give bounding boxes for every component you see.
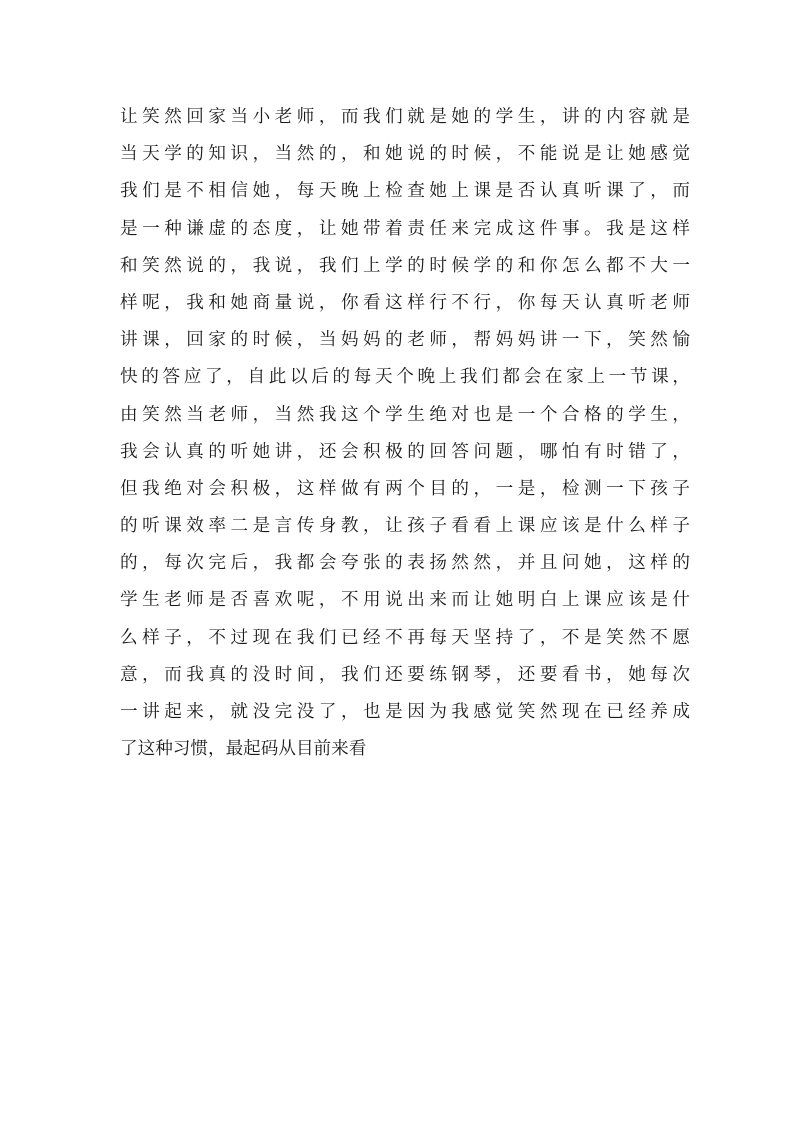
text-line: 么样子，不过现在我们已经不再每天坚持了，不是笑然不愿 [120, 627, 690, 648]
body-paragraph [120, 102, 690, 771]
text-line: 意，而我真的没时间，我们还要练钢琴，还要看书，她每次 [120, 664, 690, 685]
text-line: 由笑然当老师，当然我这个学生绝对也是一个合格的学生， [120, 404, 690, 425]
text-line: 当天学的知识，当然的，和她说的时候，不能说是让她感觉 [120, 144, 690, 165]
text-line: 我会认真的听她讲，还会积极的回答问题，哪怕有时错了， [120, 441, 690, 462]
text-line: 了这种习惯，最起码从目前来看 [120, 739, 367, 760]
text-line: 样呢，我和她商量说，你看这样行不行，你每天认真听老师 [120, 292, 690, 313]
text-line: 让笑然回家当小老师，而我们就是她的学生，讲的内容就是 [120, 107, 690, 127]
text-line: 的，每次完后，我都会夸张的表扬然然，并且问她，这样的 [120, 553, 690, 574]
text-line: 快的答应了，自此以后的每天个晚上我们都会在家上一节课， [120, 367, 690, 388]
text-line: 一讲起来，就没完没了，也是因为我感觉笑然现在已经养成 [120, 702, 690, 722]
text-line: 我们是不相信她，每天晚上检查她上课是否认真听课了，而 [120, 181, 690, 202]
text-line: 讲课，回家的时候，当妈妈的老师，帮妈妈讲一下，笑然愉 [120, 330, 690, 351]
text-line: 是一种谦虚的态度，让她带着责任来完成这件事。我是这样 [120, 218, 690, 239]
text-line: 但我绝对会积极，这样做有两个目的，一是，检测一下孩子 [120, 478, 690, 499]
text-line: 学生老师是否喜欢呢，不用说出来而让她明白上课应该是什 [120, 590, 690, 611]
text-line: 和笑然说的，我说，我们上学的时候学的和你怎么都不大一 [120, 255, 690, 276]
text-line: 的听课效率二是言传身教，让孩子看看上课应该是什么样子 [120, 516, 690, 537]
